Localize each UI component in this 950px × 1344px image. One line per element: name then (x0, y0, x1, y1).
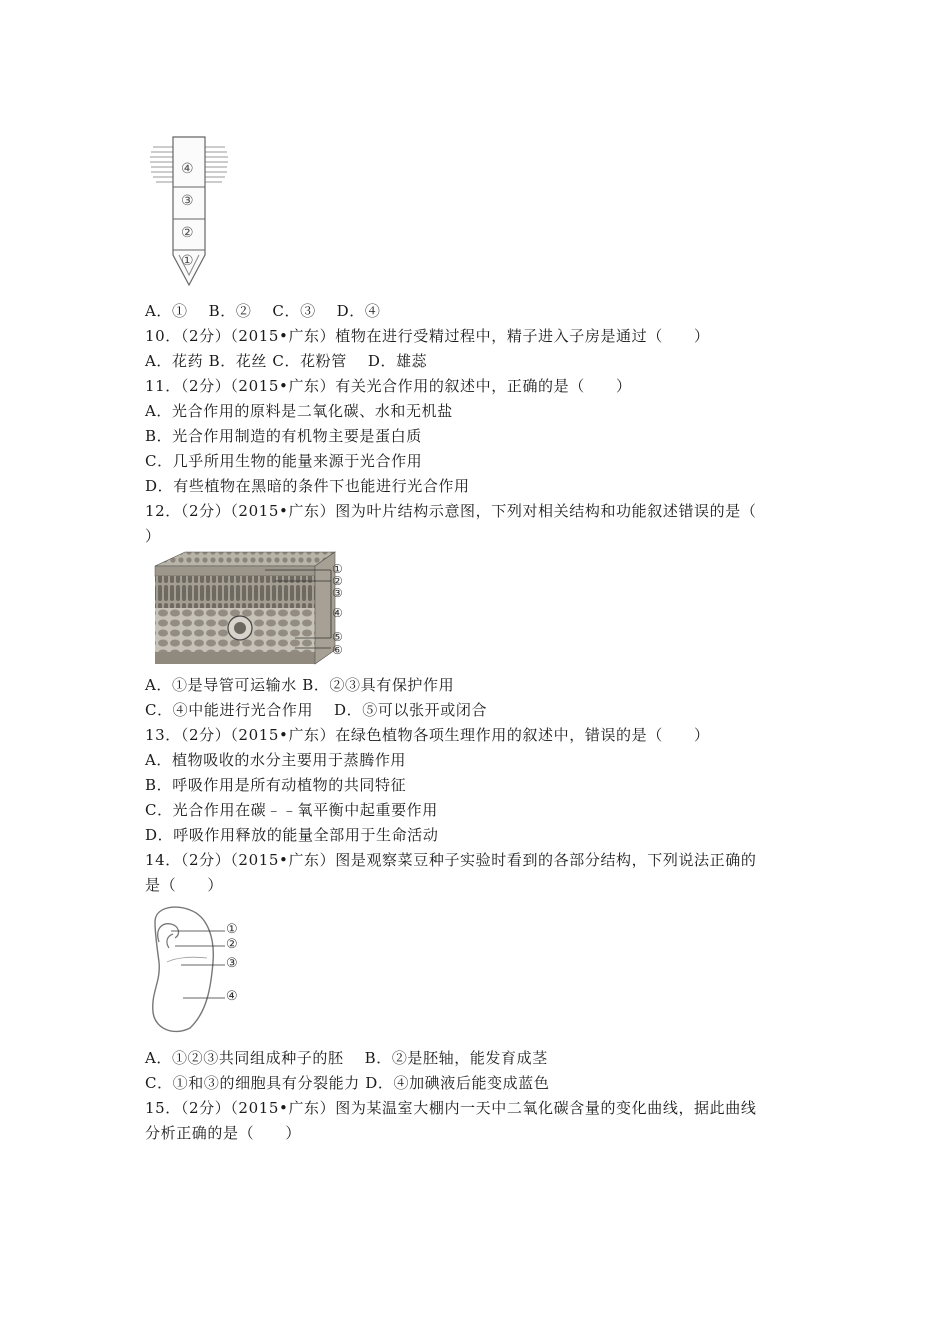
q11-stem: 11．（2分）（2015•广东）有关光合作用的叙述中，正确的是（ ） (145, 377, 632, 395)
q14-options-line2: C．①和③的细胞具有分裂能力 D．④加碘液后能变成蓝色 (145, 1074, 550, 1092)
seed-label-3: ③ (226, 956, 238, 971)
q12-stem-line2: ） (145, 527, 161, 545)
q13-stem: 13．（2分）（2015•广东）在绿色植物各项生理作用的叙述中，错误的是（ ） (145, 726, 710, 744)
q13-option-d: D．呼吸作用释放的能量全部用于生命活动 (145, 826, 439, 844)
leaf-label-4: ④ (332, 606, 343, 620)
root-tip-label-4: ④ (181, 161, 194, 177)
seed-label-4: ④ (226, 989, 238, 1004)
q10-stem: 10．（2分）（2015•广东）植物在进行受精过程中，精子进入子房是通过（ ） (145, 327, 710, 345)
q12-stem-line1: 12．（2分）（2015•广东）图为叶片结构示意图，下列对相关结构和功能叙述错误的是（ (145, 502, 757, 520)
q11-option-d: D．有些植物在黑暗的条件下也能进行光合作用 (145, 477, 470, 495)
q14-options-line1: A．①②③共同组成种子的胚 B．②是胚轴，能发育成茎 (145, 1049, 548, 1067)
leaf-label-2: ② (332, 574, 343, 588)
q12-options-line2: C．④中能进行光合作用 D．⑤可以张开或闭合 (145, 701, 488, 719)
leaf-label-3: ③ (332, 586, 343, 600)
bean-seed-figure (145, 902, 250, 1037)
q13-option-a: A．植物吸收的水分主要用于蒸腾作用 (145, 751, 407, 769)
root-tip-figure (145, 135, 230, 295)
q15-stem-line2: 分析正确的是（ ） (145, 1124, 302, 1142)
q11-option-b: B．光合作用制造的有机物主要是蛋白质 (145, 427, 422, 445)
root-tip-label-1: ① (181, 253, 194, 269)
q12-options-line1: A．①是导管可运输水 B．②③具有保护作用 (145, 676, 455, 694)
q15-stem-line1: 15．（2分）（2015•广东）图为某温室大棚内一天中二氧化碳含量的变化曲线，据此曲线 (145, 1099, 757, 1117)
seed-label-1: ① (226, 922, 238, 937)
leaf-label-5: ⑤ (332, 630, 343, 644)
q13-option-c: C．光合作用在碳﹣﹣氧平衡中起重要作用 (145, 801, 438, 819)
root-tip-label-2: ② (181, 225, 194, 241)
leaf-label-1: ① (332, 562, 343, 576)
q11-option-c: C．几乎所用生物的能量来源于光合作用 (145, 452, 423, 470)
q14-stem-line1: 14．（2分）（2015•广东）图是观察菜豆种子实验时看到的各部分结构，下列说法正确的 (145, 851, 757, 869)
seed-label-2: ② (226, 937, 238, 952)
root-tip-label-3: ③ (181, 193, 194, 209)
q14-stem-line2: 是（ ） (145, 876, 224, 894)
q13-option-b: B．呼吸作用是所有动植物的共同特征 (145, 776, 407, 794)
q11-option-a: A．光合作用的原料是二氧化碳、水和无机盐 (145, 402, 453, 420)
q10-options: A．花药 B．花丝 C．花粉管 D．雄蕊 (145, 352, 428, 370)
leaf-label-6: ⑥ (332, 643, 343, 657)
q9-options: A．① B．② C．③ D．④ (145, 302, 381, 320)
leaf-structure-figure (145, 548, 345, 670)
